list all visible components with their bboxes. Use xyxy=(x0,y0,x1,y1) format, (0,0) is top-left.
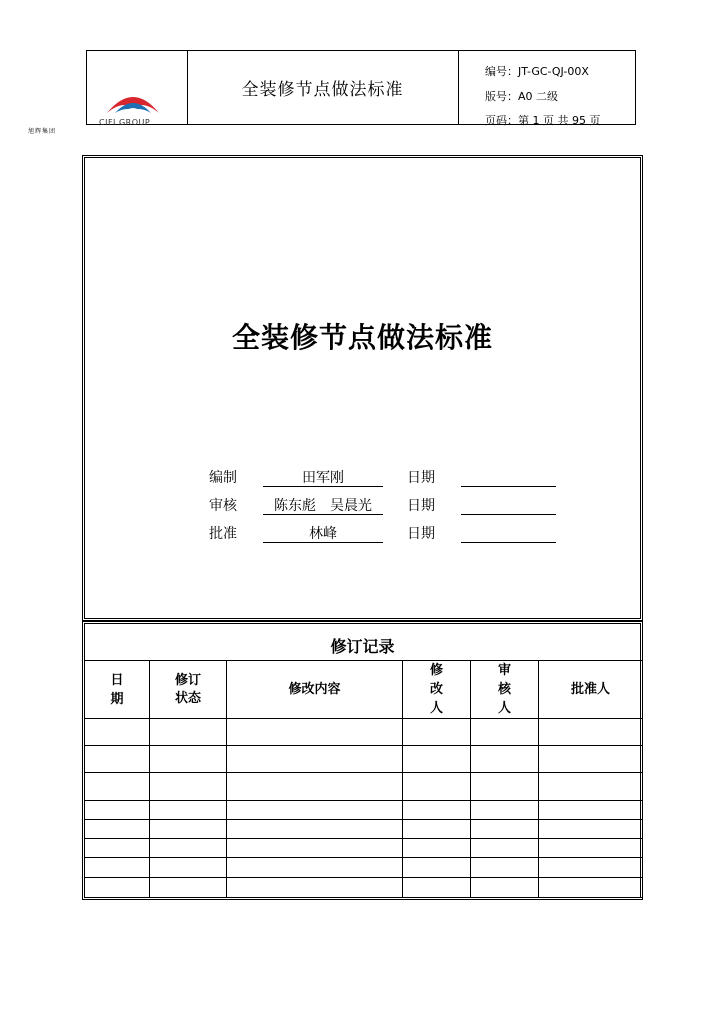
header-reviewer: 审 核 人 xyxy=(471,661,539,719)
logo-english: CIFI GROUP xyxy=(99,118,151,127)
table-row xyxy=(85,878,643,898)
revision-title: 修订记录 xyxy=(330,637,395,656)
signature-value: 陈东彪 吴晨光 xyxy=(274,498,372,514)
cover-frame xyxy=(82,155,643,621)
header-date: 日 期 xyxy=(85,661,150,719)
signature-value: 田军刚 xyxy=(302,470,344,486)
signature-row-approve xyxy=(83,523,644,547)
date-label: 日期 xyxy=(407,470,435,486)
logo-chinese: 旭辉集团 xyxy=(28,128,57,135)
date-underline xyxy=(461,486,556,487)
table-row xyxy=(85,719,643,746)
header-status: 修订 状态 xyxy=(150,661,227,719)
header-meta xyxy=(459,51,635,127)
document-header xyxy=(86,50,636,125)
date-label: 日期 xyxy=(407,498,435,514)
signature-underline xyxy=(263,514,383,515)
header-modifier: 修 改 人 xyxy=(403,661,471,719)
table-row xyxy=(85,839,643,858)
revision-table xyxy=(84,660,643,898)
cifi-logo-icon xyxy=(105,87,161,115)
revision-record xyxy=(82,621,643,900)
signature-value: 林峰 xyxy=(309,526,337,542)
company-logo xyxy=(87,51,188,127)
header-title: 全装修节点做法标准 xyxy=(187,51,459,124)
signature-underline xyxy=(263,486,383,487)
table-row xyxy=(85,746,643,773)
signature-label: 批准 xyxy=(209,526,237,542)
cover-title: 全装修节点做法标准 xyxy=(231,321,493,354)
signature-row-review xyxy=(83,495,644,519)
date-label: 日期 xyxy=(407,526,435,542)
header-approver: 批准人 xyxy=(539,661,643,719)
table-row xyxy=(85,773,643,801)
signature-label: 审核 xyxy=(209,498,237,514)
doc-version: 版号：A0 二级 xyxy=(485,90,559,103)
date-underline xyxy=(461,542,556,543)
date-underline xyxy=(461,514,556,515)
table-row xyxy=(85,820,643,839)
header-content: 修改内容 xyxy=(227,661,403,719)
doc-page: 页码：第 1 页 共 95 页 xyxy=(485,114,601,127)
signature-label: 编制 xyxy=(209,470,237,486)
table-row xyxy=(85,801,643,820)
signature-row-compile xyxy=(83,467,644,491)
table-row xyxy=(85,858,643,878)
doc-number: 编号：JT-GC-QJ-00X xyxy=(485,65,589,78)
revision-header-row xyxy=(85,661,643,719)
signature-underline xyxy=(263,542,383,543)
